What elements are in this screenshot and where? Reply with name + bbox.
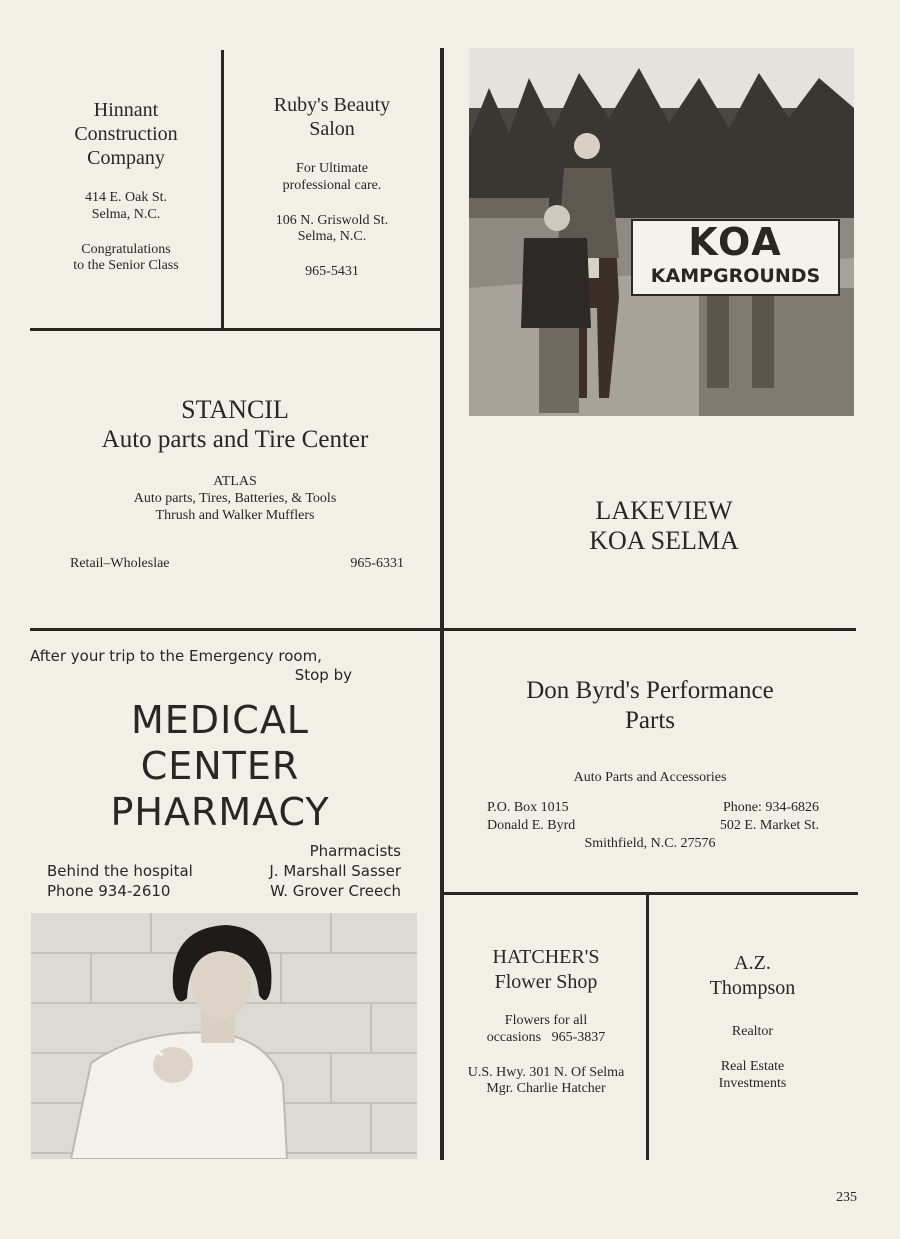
hinnant-message [30, 242, 222, 276]
pharmacy-location-line: Behind the hospital [47, 862, 193, 880]
pharmacy-pharmacists [230, 861, 401, 901]
ruby-tagline-line: For Ultimate [296, 161, 368, 176]
hinnant-name [30, 98, 222, 170]
lakeview-line: LAKEVIEW [595, 496, 733, 525]
hatcher-tagline-line: Flowers for all [504, 1013, 588, 1028]
hatcher-ad [446, 945, 646, 1098]
hatcher-tagline-line: occasions 965-3837 [486, 1029, 606, 1045]
byrd-phone: Phone: 934-6826 [722, 800, 819, 815]
stancil-products-line: Auto parts, Tires, Batteries, & Tools [133, 491, 337, 506]
koa-photo [469, 48, 854, 416]
stancil-subtitle: Auto parts and Tire Center [101, 426, 369, 453]
thompson-ad [649, 951, 856, 1093]
hinnant-name-line: Hinnant [93, 99, 159, 121]
stancil-brand: ATLAS [213, 474, 257, 489]
ruby-ad [224, 93, 440, 281]
rule-horizontal-middle [30, 628, 856, 631]
ruby-address-line: Selma, N.C. [297, 229, 367, 245]
pharmacy-name-line: MEDICAL [131, 698, 309, 742]
ruby-name-line: Salon [309, 118, 355, 140]
pharmacy-pharmacist: J. Marshall Sasser [269, 862, 401, 880]
rule-horizontal-top-left [30, 328, 442, 331]
ruby-tagline [224, 161, 440, 195]
hinnant-message-line: Congratulations [81, 241, 171, 257]
byrd-tagline: Auto Parts and Accessories [573, 770, 727, 785]
stancil-retail: Retail–Wholeslae [70, 556, 170, 571]
lakeview-ad [444, 496, 884, 556]
hatcher-address-line: U.S. Hwy. 301 N. Of Selma [467, 1064, 625, 1080]
stancil-products-line: Thrush and Walker Mufflers [155, 507, 315, 523]
ruby-tagline-line: professional care. [282, 177, 382, 193]
portrait-photo-illustration [31, 913, 417, 1159]
byrd-owner: Donald E. Byrd [487, 818, 576, 833]
ruby-name-line: Ruby's Beauty [273, 94, 391, 116]
portrait-photo [31, 913, 417, 1159]
hatcher-name-line: HATCHER'S [492, 946, 600, 968]
thompson-services [649, 1059, 856, 1093]
hatcher-tagline [446, 1013, 646, 1047]
pharmacy-pharmacists-label: Pharmacists [309, 842, 401, 860]
lakeview-line: KOA SELMA [589, 526, 739, 555]
ruby-address [224, 213, 440, 247]
hinnant-address-line: Selma, N.C. [91, 206, 161, 222]
ruby-address-line: 106 N. Griswold St. [275, 212, 389, 228]
thompson-services-line: Investments [718, 1075, 787, 1091]
page-number: 235 [836, 1190, 857, 1205]
pharmacy-intro-line-1: After your trip to the Emergency room, [30, 647, 322, 665]
stancil-ad [30, 395, 440, 525]
hinnant-address [30, 190, 222, 224]
rule-vertical-center [440, 48, 444, 1160]
hinnant-message-line: to the Senior Class [73, 258, 179, 274]
pharmacy-name-line: PHARMACY [110, 790, 330, 834]
byrd-street: 502 E. Market St. [719, 818, 819, 833]
thompson-name-line: A.Z. [734, 952, 771, 974]
pharmacy-location-line: Phone 934-2610 [47, 882, 171, 900]
ruby-name [224, 93, 440, 141]
hatcher-address-line: Mgr. Charlie Hatcher [486, 1081, 606, 1097]
hatcher-name-line: Flower Shop [494, 971, 598, 993]
hinnant-name-line: Construction [74, 123, 178, 145]
thompson-name-line: Thompson [709, 977, 796, 999]
byrd-ad [444, 676, 856, 787]
pharmacy-location [47, 861, 193, 901]
ruby-phone: 965-5431 [305, 264, 359, 280]
byrd-po-box: P.O. Box 1015 [487, 800, 569, 815]
hinnant-ad [30, 98, 222, 275]
koa-sign-text: KAMPGROUNDS [650, 265, 821, 287]
pharmacy-intro-line-2: Stop by [294, 666, 352, 684]
pharmacy-name [30, 697, 410, 835]
byrd-city: Smithfield, N.C. 27576 [584, 836, 716, 851]
pharmacy-pharmacist: W. Grover Creech [270, 882, 401, 900]
rule-horizontal-lower-right [442, 892, 858, 895]
stancil-phone: 965-6331 [350, 556, 404, 571]
thompson-title: Realtor [731, 1024, 774, 1039]
byrd-name-line: Don Byrd's Performance [526, 677, 774, 704]
koa-sign-logo: KOA [688, 220, 783, 264]
stancil-name: STANCIL [181, 395, 289, 424]
byrd-name-line: Parts [625, 707, 675, 734]
stancil-products [30, 491, 440, 525]
hinnant-address-line: 414 E. Oak St. [84, 190, 168, 205]
hatcher-address [446, 1065, 646, 1099]
hinnant-name-line: Company [87, 147, 165, 169]
thompson-services-line: Real Estate [720, 1059, 785, 1074]
pharmacy-name-line: CENTER [140, 744, 300, 788]
